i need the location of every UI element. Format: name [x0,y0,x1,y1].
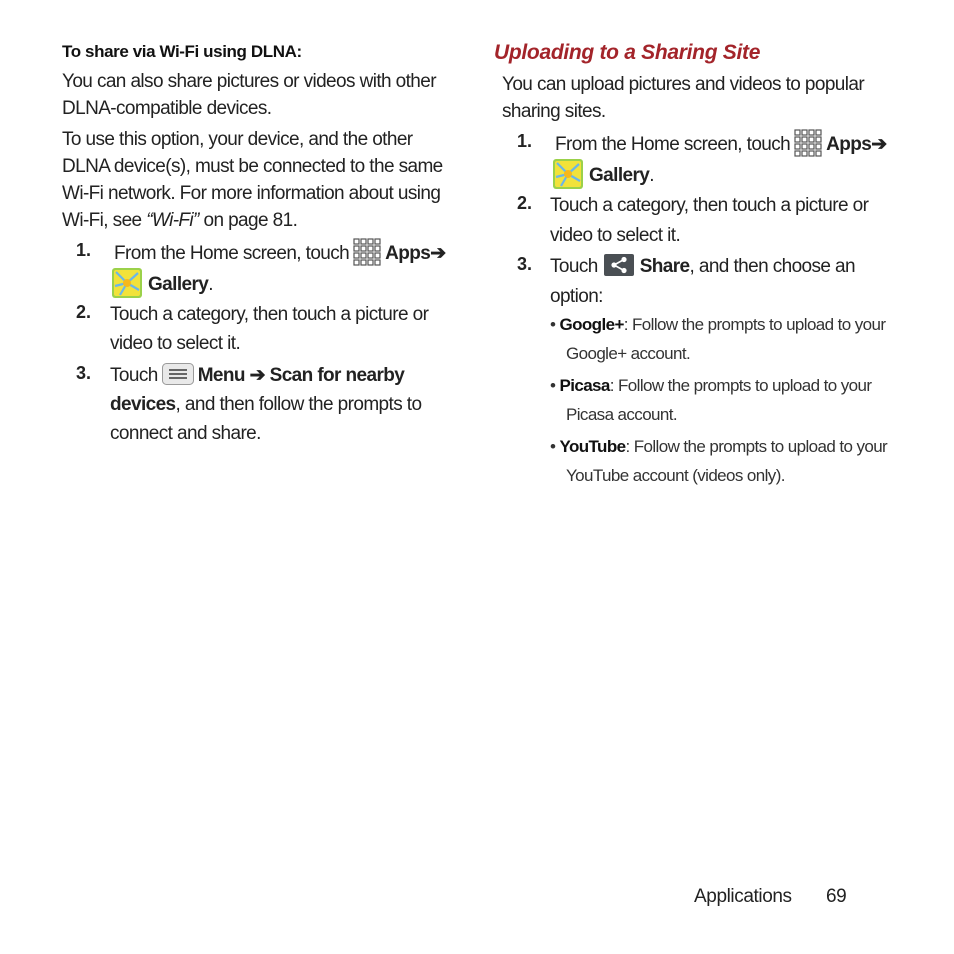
right-column [494,41,894,125]
share-icon [604,254,634,276]
gallery-icon [112,268,142,298]
footer-page-number: 69 [826,886,847,907]
footer-section-name: Applications [694,886,792,907]
dlna-intro-paragraph: You can also share pictures or videos with other DLNA-compatible devices. [62,71,436,119]
left-step-3: 3. Touch Menu ➔ Scan for nearby devices, and then follow the prompts to connect and share. [76,363,422,444]
right-step-1: 1. From the Home screen, touch Apps➔ Gallery. [517,131,897,191]
subheading-dlna: To share via Wi-Fi using DLNA: [62,42,302,61]
gallery-icon [553,159,583,189]
upload-intro-paragraph: You can upload pictures and videos to popular sharing sites. [502,74,865,122]
right-step-3: 3. Touch Share, and then choose an option: [517,254,855,307]
dlna-requirements-paragraph: To use this option, your device, and the other DLNA device(s), must be connected to the same Wi-Fi network. For more information about using Wi-Fi, see “Wi-Fi” on page 81. [62,129,443,231]
section-heading: Uploading to a Sharing Site [494,41,761,64]
right-step-2: 2. Touch a category, then touch a picture or video to select it. [517,193,869,246]
apps-grid-icon [794,129,822,157]
list-item-googleplus: • Google+: Follow the prompts to upload to your Google+ account. [550,315,886,363]
left-column [62,42,452,234]
apps-grid-icon [353,238,381,266]
list-item-youtube: • YouTube: Follow the prompts to upload to your YouTube account (videos only). [550,437,888,485]
sharing-site-list [550,310,890,490]
left-step-1: 1. From the Home screen, touch Apps➔ Gallery. [76,240,456,300]
wifi-reference-link[interactable]: “Wi-Fi” [146,210,199,231]
menu-key-icon [162,363,194,385]
list-item-picasa: • Picasa: Follow the prompts to upload to your Picasa account. [550,376,872,424]
left-step-2: 2. Touch a category, then touch a picture or video to select it. [76,302,429,354]
